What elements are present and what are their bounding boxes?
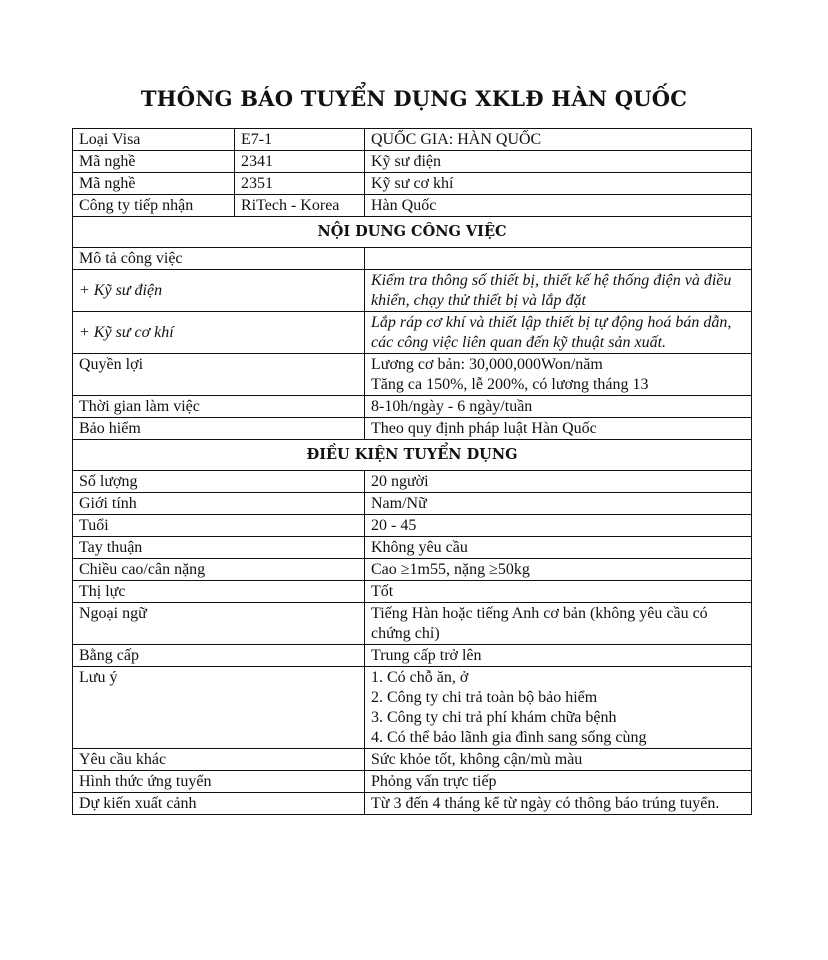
handedness-label: Tay thuận [73, 537, 365, 559]
departure-value: Từ 3 đến 4 tháng kể từ ngày có thông báo trúng tuyển. [365, 793, 752, 815]
section-heading-requirements: ĐIỀU KIỆN TUYỂN DỤNG [73, 440, 752, 471]
table-row [73, 603, 752, 645]
job-code-value: 2351 [235, 173, 365, 195]
benefits-value: Lương cơ bản: 30,000,000Won/năm Tăng ca 150%, lễ 200%, có lương tháng 13 [365, 354, 752, 396]
job-description-value [365, 248, 752, 270]
electrical-engineer-duties: Kiểm tra thông số thiết bị, thiết kế hệ thống điện và điều khiển, chạy thử thiết bị và lắp đặt [365, 270, 752, 312]
handedness-value: Không yêu cầu [365, 537, 752, 559]
eyesight-label: Thị lực [73, 581, 365, 603]
table-row [73, 581, 752, 603]
table-row [73, 471, 752, 493]
visa-code: E7-1 [235, 129, 365, 151]
table-row [73, 559, 752, 581]
application-form-value: Phỏng vấn trực tiếp [365, 771, 752, 793]
table-row [73, 248, 752, 270]
section-heading-row [73, 217, 752, 248]
eyesight-value: Tốt [365, 581, 752, 603]
company-label: Công ty tiếp nhận [73, 195, 235, 217]
departure-label: Dự kiến xuất cảnh [73, 793, 365, 815]
job-code-value: 2341 [235, 151, 365, 173]
mechanical-engineer-duties: Lắp ráp cơ khí và thiết lập thiết bị tự động hoá bán dẫn, các công việc liên quan đến kỹ thuật sản xuất. [365, 312, 752, 354]
table-row [73, 418, 752, 440]
table-row [73, 537, 752, 559]
application-form-label: Hình thức ứng tuyển [73, 771, 365, 793]
height-weight-value: Cao ≥1m55, nặng ≥50kg [365, 559, 752, 581]
height-weight-label: Chiều cao/cân nặng [73, 559, 365, 581]
job-code-label: Mã nghề [73, 173, 235, 195]
gender-value: Nam/Nữ [365, 493, 752, 515]
other-requirements-label: Yêu cầu khác [73, 749, 365, 771]
age-label: Tuổi [73, 515, 365, 537]
age-value: 20 - 45 [365, 515, 752, 537]
table-row [73, 645, 752, 667]
table-row [73, 493, 752, 515]
recruitment-table [72, 128, 752, 815]
company-name: RiTech - Korea [235, 195, 365, 217]
quantity-label: Số lượng [73, 471, 365, 493]
job-code-title: Kỹ sư cơ khí [365, 173, 752, 195]
insurance-value: Theo quy định pháp luật Hàn Quốc [365, 418, 752, 440]
job-description-label: Mô tả công việc [73, 248, 365, 270]
table-row [73, 151, 752, 173]
job-code-title: Kỹ sư điện [365, 151, 752, 173]
table-row [73, 667, 752, 749]
table-row [73, 195, 752, 217]
visa-country: QUỐC GIA: HÀN QUỐC [365, 129, 752, 151]
working-time-label: Thời gian làm việc [73, 396, 365, 418]
section-heading-row [73, 440, 752, 471]
job-code-label: Mã nghề [73, 151, 235, 173]
gender-label: Giới tính [73, 493, 365, 515]
quantity-value: 20 người [365, 471, 752, 493]
benefits-label: Quyền lợi [73, 354, 365, 396]
section-heading-job-content: NỘI DUNG CÔNG VIỆC [73, 217, 752, 248]
language-value: Tiếng Hàn hoặc tiếng Anh cơ bản (không yêu cầu có chứng chỉ) [365, 603, 752, 645]
table-row [73, 515, 752, 537]
table-row [73, 354, 752, 396]
table-row [73, 129, 752, 151]
company-country: Hàn Quốc [365, 195, 752, 217]
insurance-label: Bảo hiểm [73, 418, 365, 440]
visa-label: Loại Visa [73, 129, 235, 151]
table-row [73, 312, 752, 354]
table-row [73, 749, 752, 771]
document-title: THÔNG BÁO TUYỂN DỤNG XKLĐ HÀN QUỐC [140, 86, 688, 111]
language-label: Ngoại ngữ [73, 603, 365, 645]
mechanical-engineer-label: + Kỹ sư cơ khí [73, 312, 365, 354]
electrical-engineer-label: + Kỹ sư điện [73, 270, 365, 312]
education-label: Bằng cấp [73, 645, 365, 667]
table-row [73, 270, 752, 312]
working-time-value: 8-10h/ngày - 6 ngày/tuần [365, 396, 752, 418]
notes-label: Lưu ý [73, 667, 365, 749]
table-row [73, 396, 752, 418]
table-row [73, 173, 752, 195]
table-row [73, 771, 752, 793]
table-row [73, 793, 752, 815]
education-value: Trung cấp trở lên [365, 645, 752, 667]
other-requirements-value: Sức khỏe tốt, không cận/mù màu [365, 749, 752, 771]
notes-value: 1. Có chỗ ăn, ở 2. Công ty chi trả toàn bộ bảo hiểm 3. Công ty chi trả phí khám chữa bệnh 4. Có thể bảo lãnh gia đình sang sống cùng [365, 667, 752, 749]
